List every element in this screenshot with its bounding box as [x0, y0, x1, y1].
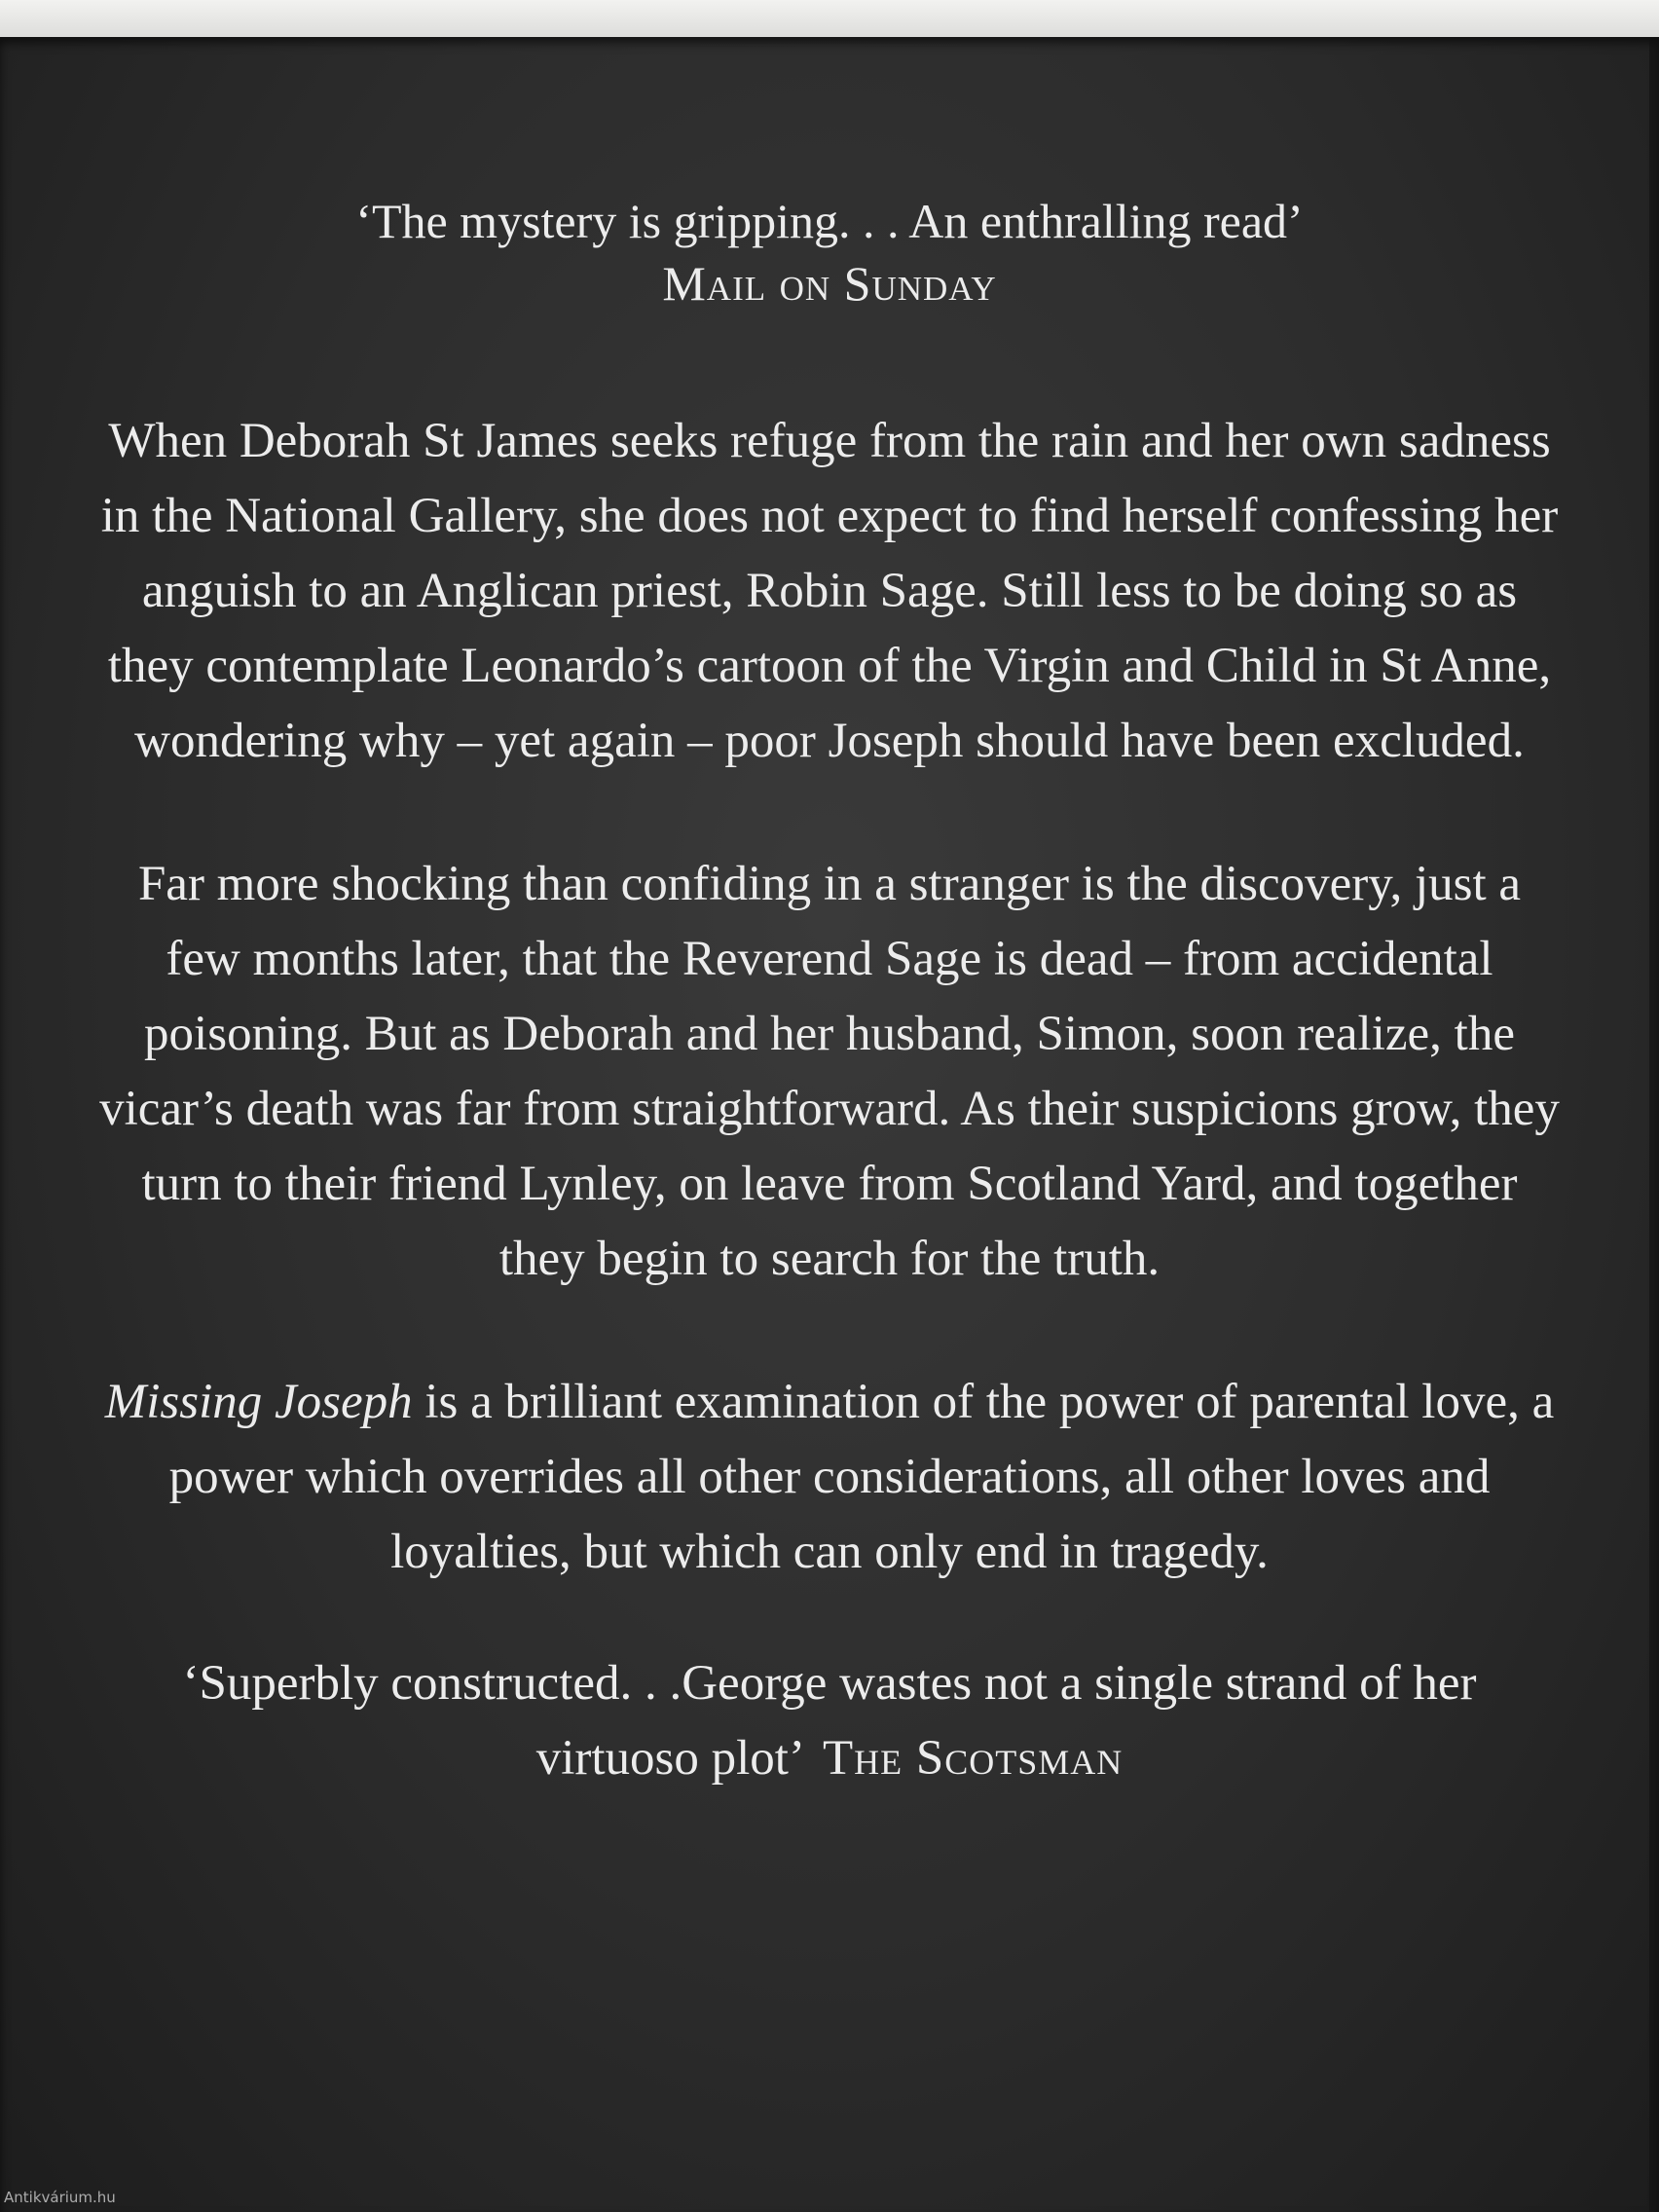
synopsis-paragraph-1: When Deborah St James seeks refuge from the rain and her own sadness in the National Gallery, she does not expect to find herself confessing her anguish to an Anglican priest, Robin Sage. Still less to be doing so as they contemplate Leonardo’s cartoon of the Virgin and Child in St Anne, wondering why – yet again – poor Joseph should have been excluded.: [100, 414, 1559, 768]
cover-spine-edge: [1649, 37, 1659, 2212]
review-quote-bottom: [97, 1646, 1562, 1796]
paper-background-top: [0, 0, 1659, 39]
review-quote-top: [97, 190, 1562, 314]
review-quote-source: Mail on Sunday: [662, 256, 997, 311]
review-quote-text: ‘The mystery is gripping. . . An enthralling read’: [355, 194, 1304, 248]
review-quote-bottom-source: The Scotsman: [822, 1731, 1124, 1786]
book-title: Missing Joseph: [104, 1375, 413, 1429]
synopsis-paragraph-2: Far more shocking than confiding in a stranger is the discovery, just a few months later, that the Reverend Sage is dead – from accidental poisoning. But as Deborah and her husband, Simon, soon realize, the vicar’s death was far from straightforward. As their suspicions grow, they turn to their friend Lynley, on leave from Scotland Yard, and together they begin to search for the truth.: [99, 857, 1560, 1286]
review-quote-bottom-text: ‘Superbly constructed. . .George wastes not a single strand of her virtuoso plot’: [182, 1656, 1477, 1786]
synopsis-paragraph-3: [97, 1365, 1562, 1590]
synopsis-paragraph-3-text: is a brilliant examination of the power of parental love, a power which overrides all other considerations, all other loves and loyalties, but which can only end in tragedy.: [168, 1375, 1555, 1579]
blurb-content: [97, 190, 1562, 1796]
watermark-text: Antikvárium.hu: [4, 2189, 116, 2206]
